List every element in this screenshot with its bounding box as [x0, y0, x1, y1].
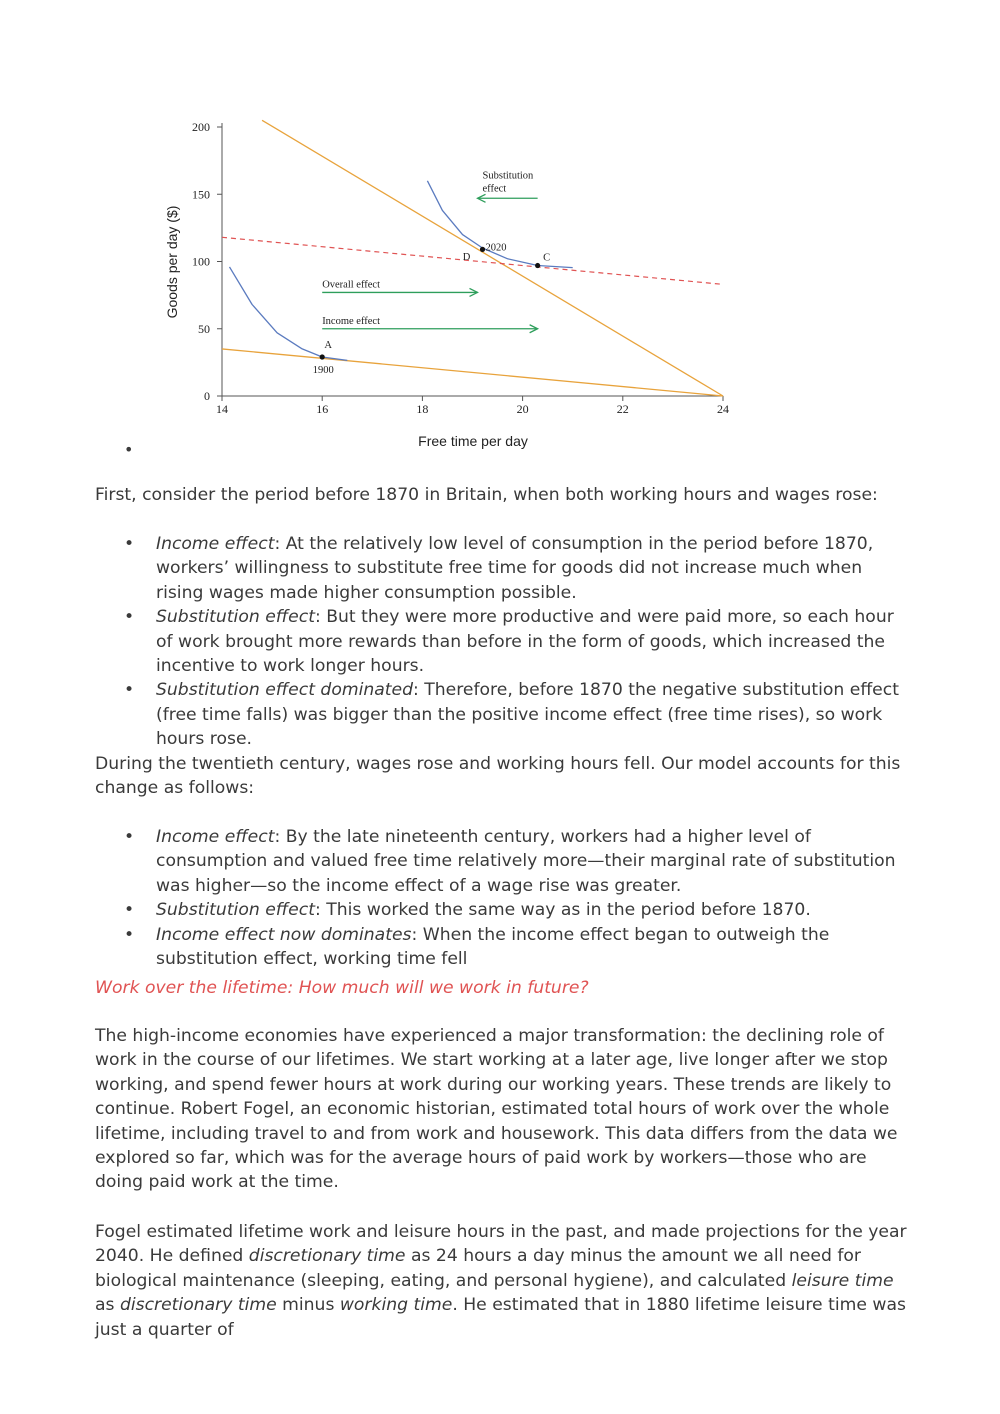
list-text: : Therefore, before 1870 the negative substitution effect (free time falls) was bigger than the positive income effect (free time rises), so work hours rose.	[156, 680, 899, 750]
list-text: : When the income effect began to outweigh the substitution effect, working time fell	[156, 924, 830, 970]
list-text: : By the late nineteenth century, workers had a higher level of consumption and valued free time relatively more—their marginal rate of substitution was higher—so the income effect of a wage rise was greater.	[156, 827, 896, 896]
chart-svg	[150, 108, 750, 458]
para4-term: working time	[339, 1295, 453, 1316]
list-item	[95, 678, 907, 751]
point-marker	[320, 354, 325, 359]
list-item	[95, 825, 907, 898]
para4-text	[95, 1220, 907, 1342]
point-label: A	[324, 339, 332, 351]
list-text: : This worked the same way as in the period before 1870.	[314, 900, 811, 921]
y-tick-label: 0	[204, 389, 210, 403]
budget-line	[222, 349, 723, 396]
para4-run: . He estimated that in 1880 lifetime leisure time was just a quarter of	[95, 1295, 906, 1340]
point-marker	[480, 247, 485, 252]
list-text: : But they were more productive and were paid more, so each hour of work brought more rewards than before in the form of goods, which increased the incentive to work longer hours.	[156, 607, 894, 677]
para4-run: as	[95, 1295, 120, 1316]
list-term: Substitution effect dominated	[156, 680, 413, 701]
point-label: C	[543, 252, 551, 264]
budget-line	[262, 120, 723, 396]
para4-run: Fogel estimated lifetime work and leisure hours in the past, and made projections for the year 2040. He defined	[95, 1222, 907, 1267]
point-marker	[535, 263, 540, 268]
income-substitution-chart	[150, 108, 750, 458]
para2-text: During the twentieth century, wages rose and working hours fell. Our model accounts for this change as follows:	[95, 754, 901, 799]
x-tick-label: 22	[616, 402, 629, 416]
annotation-label: Income effect	[322, 315, 381, 327]
annotation-label: effect	[482, 183, 507, 195]
list-item	[95, 532, 907, 605]
section-heading-wrap	[95, 976, 907, 1000]
para4-run: as 24 hours a day minus the amount we all need for biological maintenance (sleeping, eating, and personal hygiene), and calculated	[95, 1246, 861, 1291]
x-tick-label: 20	[516, 402, 529, 416]
list-term: Income effect now dominates	[156, 924, 412, 945]
lifetime-work-paragraph	[95, 1024, 907, 1195]
para4-term: discretionary time	[119, 1295, 277, 1316]
x-tick-label: 16	[316, 402, 329, 416]
x-tick-label: 18	[416, 402, 429, 416]
para4-term: leisure time	[791, 1270, 894, 1291]
x-tick-label: 24	[717, 402, 729, 416]
y-axis-label: Goods per day ($)	[164, 205, 180, 319]
empty-bullet: •	[124, 440, 134, 459]
para4-term: discretionary time	[248, 1246, 406, 1267]
x-tick-label: 14	[216, 402, 228, 416]
para3-text: The high-income economies have experienced a major transformation: the declining role of work in the course of our lifetimes. We start working at a later age, live longer after we stop working, and spend fewer hours at work during our working years. These trends are likely to continue. Robert Fogel, an economic historian, estimated total hours of work over the whole lifetime, including travel to and from work and housework. This data differs from the data we explored so far, which was for the average hours of paid work by workers—those who are doing paid work at the time.	[95, 1026, 898, 1193]
list-term: Income effect	[156, 534, 275, 554]
y-tick-label: 100	[192, 254, 210, 269]
list-before-1870	[95, 532, 907, 752]
point-label: 2020	[485, 242, 507, 254]
list-item	[95, 898, 907, 922]
point-label: D	[462, 251, 471, 263]
list-text: : At the relatively low level of consumption in the period before 1870, workers’ willingness to substitute free time for goods did not increase much when rising wages made higher consumption possible.	[156, 534, 874, 603]
x-axis-label: Free time per day	[418, 433, 528, 449]
intro-paragraph	[95, 483, 907, 507]
intro-text: First, consider the period before 1870 in Britain, when both working hours and wages rose:	[95, 485, 878, 505]
list-term: Substitution effect	[156, 900, 315, 921]
y-tick-label: 200	[192, 120, 210, 134]
section-heading: Work over the lifetime: How much will we work in future?	[95, 978, 589, 998]
dashed-budget-line	[222, 237, 723, 284]
list-item	[95, 605, 907, 678]
list-item	[95, 923, 907, 972]
list-term: Substitution effect	[156, 607, 315, 628]
y-tick-label: 150	[192, 187, 210, 202]
fogel-paragraph	[95, 1220, 907, 1342]
para4-run: minus	[276, 1295, 340, 1316]
point-sublabel: 1900	[312, 364, 334, 376]
twentieth-century-paragraph	[95, 752, 907, 801]
annotation-label: Overall effect	[322, 279, 381, 291]
list-twentieth-century	[95, 825, 907, 971]
annotation-label: Substitution	[482, 170, 534, 182]
y-tick-label: 50	[198, 321, 210, 336]
list-term: Income effect	[156, 827, 275, 847]
